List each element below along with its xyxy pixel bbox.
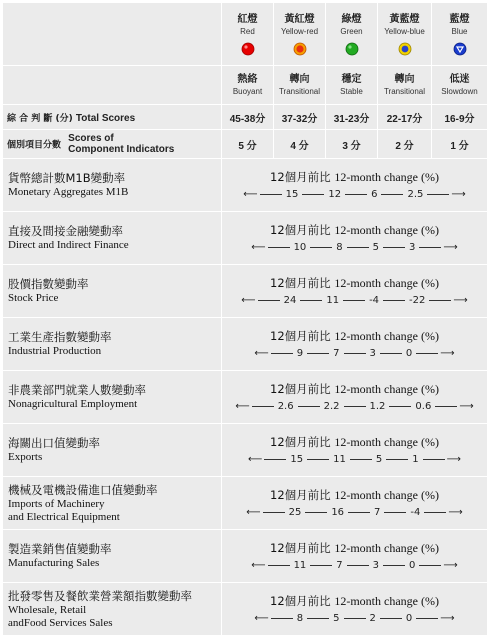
scale-caption-zh: 12個月前比	[270, 222, 331, 237]
scale-dash	[380, 353, 402, 354]
scale-caption-zh: 12個月前比	[270, 275, 331, 290]
scale-caption	[222, 488, 487, 503]
left-arrow-icon: ⟵	[235, 400, 250, 412]
signal-label-zh: 紅燈	[237, 14, 258, 25]
threshold-value: -4	[369, 294, 380, 306]
indicator-name-en: and Electrical Equipment	[8, 510, 120, 523]
scale-caption-en: 12-month change (%)	[334, 381, 439, 396]
scale-dash	[263, 512, 285, 513]
scale-dash	[347, 247, 369, 248]
scale-dash	[350, 459, 372, 460]
signal-header-row	[3, 3, 487, 65]
scale-caption	[222, 329, 487, 344]
threshold-value: 11	[326, 294, 340, 306]
signal-label-en: Yellow-red	[280, 27, 319, 36]
scale-dash	[302, 194, 324, 195]
right-arrow-icon: ⟶	[443, 241, 458, 253]
threshold-value: 7	[336, 559, 343, 571]
scale-dash	[383, 300, 405, 301]
scale-caption	[222, 541, 487, 556]
scale-caption-en: 12-month change (%)	[334, 593, 439, 608]
scale-dash	[427, 194, 449, 195]
right-arrow-icon: ⟶	[446, 453, 461, 465]
total-score-yellow-red: 37-32分	[274, 105, 325, 129]
signal-state-row	[3, 66, 487, 104]
threshold-scale	[222, 560, 487, 572]
scale-dash	[419, 247, 441, 248]
total-score-yellow-blue: 22-17分	[378, 105, 431, 129]
left-arrow-icon: ⟵	[243, 188, 258, 200]
scale-dash	[416, 353, 438, 354]
state-label-zh: 穩定	[341, 74, 362, 85]
state-slowdown	[432, 66, 487, 104]
threshold-value: 1.2	[369, 400, 386, 412]
component-scores-label-zh: 個別項目分數	[7, 140, 62, 151]
right-arrow-icon: ⟶	[440, 347, 455, 359]
left-arrow-icon: ⟵	[246, 506, 261, 518]
blue-lamp-icon	[453, 42, 467, 56]
indicator-threshold-cell	[222, 265, 487, 317]
right-arrow-icon: ⟶	[443, 559, 458, 571]
scale-caption-en: 12-month change (%)	[334, 540, 439, 555]
component-scores-label-en	[68, 133, 174, 155]
component-scores-label-en-line1: Scores of	[68, 133, 114, 144]
signal-label-en: Green	[340, 27, 363, 36]
threshold-value: 10	[293, 241, 307, 253]
left-arrow-icon: ⟵	[254, 612, 269, 624]
indicator-name-en: Wholesale, Retail	[8, 603, 87, 616]
monitoring-indicator-table-wrapper	[2, 2, 486, 638]
signal-blue	[432, 3, 487, 65]
indicator-name-cell	[3, 371, 221, 423]
red-lamp-icon	[241, 42, 255, 56]
signal-red	[222, 3, 273, 65]
scale-dash	[300, 300, 322, 301]
indicator-row	[3, 477, 487, 529]
scale-caption-zh: 12個月前比	[270, 381, 331, 396]
indicator-threshold-cell	[222, 159, 487, 211]
scale-caption	[222, 382, 487, 397]
threshold-value: 6	[371, 188, 378, 200]
state-label-en: Slowdown	[441, 87, 478, 96]
scale-dash	[271, 618, 293, 619]
threshold-value: 3	[409, 241, 416, 253]
scale-dash	[435, 406, 457, 407]
threshold-scale	[222, 242, 487, 254]
indicator-threshold-cell	[222, 583, 487, 635]
threshold-value: 15	[285, 188, 299, 200]
threshold-value: -4	[410, 506, 421, 518]
threshold-scale	[222, 454, 487, 466]
threshold-value: 5	[333, 612, 340, 624]
threshold-value: 25	[288, 506, 302, 518]
scale-dash	[429, 300, 451, 301]
scale-dash	[307, 459, 329, 460]
total-score-blue: 16-9分	[432, 105, 487, 129]
scale-caption	[222, 170, 487, 185]
indicator-row	[3, 265, 487, 317]
component-scores-label-en-line2: Component Indicators	[68, 144, 175, 155]
scale-caption-en: 12-month change (%)	[334, 487, 439, 502]
indicator-name-en: andFood Services Sales	[8, 616, 113, 629]
threshold-value: 7	[333, 347, 340, 359]
scale-caption-zh: 12個月前比	[270, 434, 331, 449]
green-lamp-icon	[345, 42, 359, 56]
scale-dash	[264, 459, 286, 460]
indicator-name-cell	[3, 583, 221, 635]
state-blank-cell	[3, 66, 221, 104]
right-arrow-icon: ⟶	[440, 612, 455, 624]
threshold-value: 8	[296, 612, 304, 624]
threshold-value: -22	[409, 294, 426, 306]
threshold-value: 8	[336, 241, 343, 253]
indicator-name-cell	[3, 530, 221, 582]
indicator-name-cell	[3, 159, 221, 211]
total-scores-label	[3, 105, 221, 129]
scale-dash	[381, 194, 403, 195]
indicator-name-en: Manufacturing Sales	[8, 557, 100, 569]
scale-caption-en: 12-month change (%)	[334, 275, 439, 290]
signal-label-en: Yellow-blue	[384, 27, 425, 36]
threshold-value: 0	[405, 347, 413, 359]
scale-dash	[384, 512, 406, 513]
scale-caption-en: 12-month change (%)	[334, 222, 439, 237]
scale-dash	[344, 406, 366, 407]
indicator-row	[3, 371, 487, 423]
indicator-name-en: Stock Price	[8, 292, 59, 304]
threshold-scale	[222, 189, 487, 201]
indicator-name-zh: 批發零售及餐飲業營業額指數變動率	[8, 588, 192, 603]
indicator-threshold-cell	[222, 477, 487, 529]
component-score-yellow-blue: 2 分	[378, 130, 431, 158]
indicator-name-en: Exports	[8, 451, 43, 463]
indicator-name-zh: 製造業銷售值變動率	[8, 542, 112, 556]
scale-dash	[389, 406, 411, 407]
threshold-value: 5	[375, 453, 383, 465]
threshold-scale	[222, 613, 487, 625]
state-transitional-up	[274, 66, 325, 104]
scale-dash	[344, 353, 366, 354]
scale-dash	[307, 618, 329, 619]
threshold-value: 15	[290, 453, 304, 465]
threshold-value: 3	[372, 559, 380, 571]
state-label-zh: 低迷	[449, 74, 470, 85]
scale-dash	[347, 565, 369, 566]
scale-dash	[310, 565, 332, 566]
scale-caption-zh: 12個月前比	[270, 593, 331, 608]
threshold-value: 1	[412, 453, 419, 465]
threshold-value: 5	[372, 241, 380, 253]
signal-yellow-red	[274, 3, 325, 65]
scale-caption-zh: 12個月前比	[270, 328, 331, 343]
threshold-scale	[222, 348, 487, 360]
signal-yellow-blue	[378, 3, 431, 65]
threshold-scale	[222, 507, 487, 519]
signal-label-en: Blue	[451, 27, 468, 36]
scale-dash	[252, 406, 274, 407]
left-arrow-icon: ⟵	[251, 241, 266, 253]
scale-dash	[268, 565, 290, 566]
scale-dash	[260, 194, 282, 195]
indicator-row	[3, 159, 487, 211]
left-arrow-icon: ⟵	[248, 453, 263, 465]
left-arrow-icon: ⟵	[254, 347, 269, 359]
scale-caption-en: 12-month change (%)	[334, 328, 439, 343]
header-blank-cell	[3, 3, 221, 65]
indicator-row	[3, 318, 487, 370]
threshold-value: 2.5	[407, 188, 424, 200]
scale-caption-en: 12-month change (%)	[334, 169, 439, 184]
right-arrow-icon: ⟶	[453, 294, 468, 306]
scale-dash	[305, 512, 327, 513]
yellow-red-lamp-icon	[293, 42, 307, 56]
threshold-value: 11	[293, 559, 307, 571]
scale-caption-en: 12-month change (%)	[334, 434, 439, 449]
indicator-name-zh: 海關出口值變動率	[8, 436, 100, 450]
indicator-threshold-cell	[222, 318, 487, 370]
scale-caption	[222, 223, 487, 238]
state-label-zh: 熱絡	[237, 74, 258, 85]
indicator-name-zh: 股價指數變動率	[8, 277, 89, 291]
scale-dash	[345, 194, 367, 195]
signal-label-en: Red	[240, 27, 255, 36]
indicator-row	[3, 583, 487, 635]
scale-dash	[271, 353, 293, 354]
total-scores-label-zh: 綜 合 判 斷 (分)	[7, 113, 73, 124]
indicator-name-zh: 機械及電機設備進口值變動率	[8, 482, 158, 497]
indicator-name-en: Direct and Indirect Finance	[8, 239, 129, 251]
indicator-row	[3, 424, 487, 476]
scale-caption-zh: 12個月前比	[270, 169, 331, 184]
right-arrow-icon: ⟶	[448, 506, 463, 518]
threshold-value: 16	[331, 506, 345, 518]
scale-dash	[423, 459, 445, 460]
indicator-name-cell	[3, 265, 221, 317]
scale-dash	[298, 406, 320, 407]
scale-caption	[222, 594, 487, 609]
component-score-green: 3 分	[326, 130, 377, 158]
threshold-value: 2.6	[277, 400, 294, 412]
indicator-threshold-cell	[222, 424, 487, 476]
scale-caption-zh: 12個月前比	[270, 487, 331, 502]
yellow-blue-lamp-icon	[398, 42, 412, 56]
scale-caption	[222, 276, 487, 291]
right-arrow-icon: ⟶	[451, 188, 466, 200]
component-score-yellow-red: 4 分	[274, 130, 325, 158]
indicator-name-en: Nonagricultural Employment	[8, 398, 138, 410]
total-score-red: 45-38分	[222, 105, 273, 129]
threshold-value: 2.2	[323, 400, 340, 412]
threshold-value: 12	[328, 188, 342, 200]
indicator-name-zh: 工業生產指數變動率	[8, 330, 112, 344]
threshold-value: 11	[333, 453, 346, 465]
indicator-name-en: Industrial Production	[8, 345, 102, 357]
indicator-name-en: Monetary Aggregates M1B	[8, 186, 129, 198]
component-scores-label	[3, 130, 221, 158]
indicator-threshold-cell	[222, 530, 487, 582]
threshold-value: 7	[374, 506, 381, 518]
scale-dash	[383, 247, 405, 248]
indicator-name-cell	[3, 424, 221, 476]
signal-label-zh: 黃藍燈	[389, 14, 420, 25]
state-stable	[326, 66, 377, 104]
state-buoyant	[222, 66, 273, 104]
scale-dash	[380, 618, 402, 619]
scale-dash	[424, 512, 446, 513]
threshold-value: 3	[369, 347, 376, 359]
indicator-name-zh: 直接及間接金融變動率	[8, 224, 123, 238]
signal-label-zh: 藍燈	[449, 14, 470, 25]
state-transitional-down	[378, 66, 431, 104]
scale-dash	[310, 247, 332, 248]
total-scores-row	[3, 105, 487, 129]
scale-dash	[348, 512, 370, 513]
signal-label-zh: 黃紅燈	[284, 14, 315, 25]
scale-dash	[386, 459, 408, 460]
scale-dash	[343, 300, 365, 301]
signal-label-zh: 綠燈	[341, 14, 362, 25]
total-scores-label-en: Total Scores	[75, 112, 136, 124]
indicator-name-cell	[3, 212, 221, 264]
indicator-row	[3, 212, 487, 264]
indicator-name-zh: 貨幣總計數M1B變動率	[8, 171, 126, 185]
state-label-zh: 轉向	[289, 74, 310, 85]
left-arrow-icon: ⟵	[251, 559, 266, 571]
threshold-value: 0	[409, 559, 416, 571]
indicator-name-cell	[3, 318, 221, 370]
scale-dash	[419, 565, 441, 566]
scale-dash	[383, 565, 405, 566]
threshold-value: 0.6	[415, 400, 432, 412]
total-score-green: 31-23分	[326, 105, 377, 129]
scale-dash	[307, 353, 329, 354]
left-arrow-icon: ⟵	[241, 294, 256, 306]
state-label-en: Buoyant	[232, 87, 263, 96]
threshold-value: 2	[369, 612, 376, 624]
signal-green	[326, 3, 377, 65]
indicator-name-en: Imports of Machinery	[8, 497, 105, 510]
scale-dash	[416, 618, 438, 619]
component-score-blue: 1 分	[432, 130, 487, 158]
threshold-scale	[222, 401, 487, 413]
component-score-red: 5 分	[222, 130, 273, 158]
indicator-name-zh: 非農業部門就業人數變動率	[8, 383, 146, 397]
scale-dash	[268, 247, 290, 248]
threshold-value: 9	[296, 347, 304, 359]
state-label-en: Transitional	[278, 87, 321, 96]
right-arrow-icon: ⟶	[459, 400, 474, 412]
indicator-name-cell	[3, 477, 221, 529]
component-scores-row	[3, 130, 487, 158]
state-label-en: Stable	[340, 87, 363, 96]
indicator-row	[3, 530, 487, 582]
threshold-value: 0	[405, 612, 413, 624]
threshold-scale	[222, 295, 487, 307]
indicator-threshold-cell	[222, 371, 487, 423]
monitoring-indicator-table	[2, 2, 488, 636]
state-label-en: Transitional	[383, 87, 426, 96]
scale-dash	[344, 618, 366, 619]
state-label-zh: 轉向	[394, 74, 415, 85]
scale-caption-zh: 12個月前比	[270, 540, 331, 555]
scale-dash	[258, 300, 280, 301]
threshold-value: 24	[283, 294, 297, 306]
scale-caption	[222, 435, 487, 450]
indicator-threshold-cell	[222, 212, 487, 264]
